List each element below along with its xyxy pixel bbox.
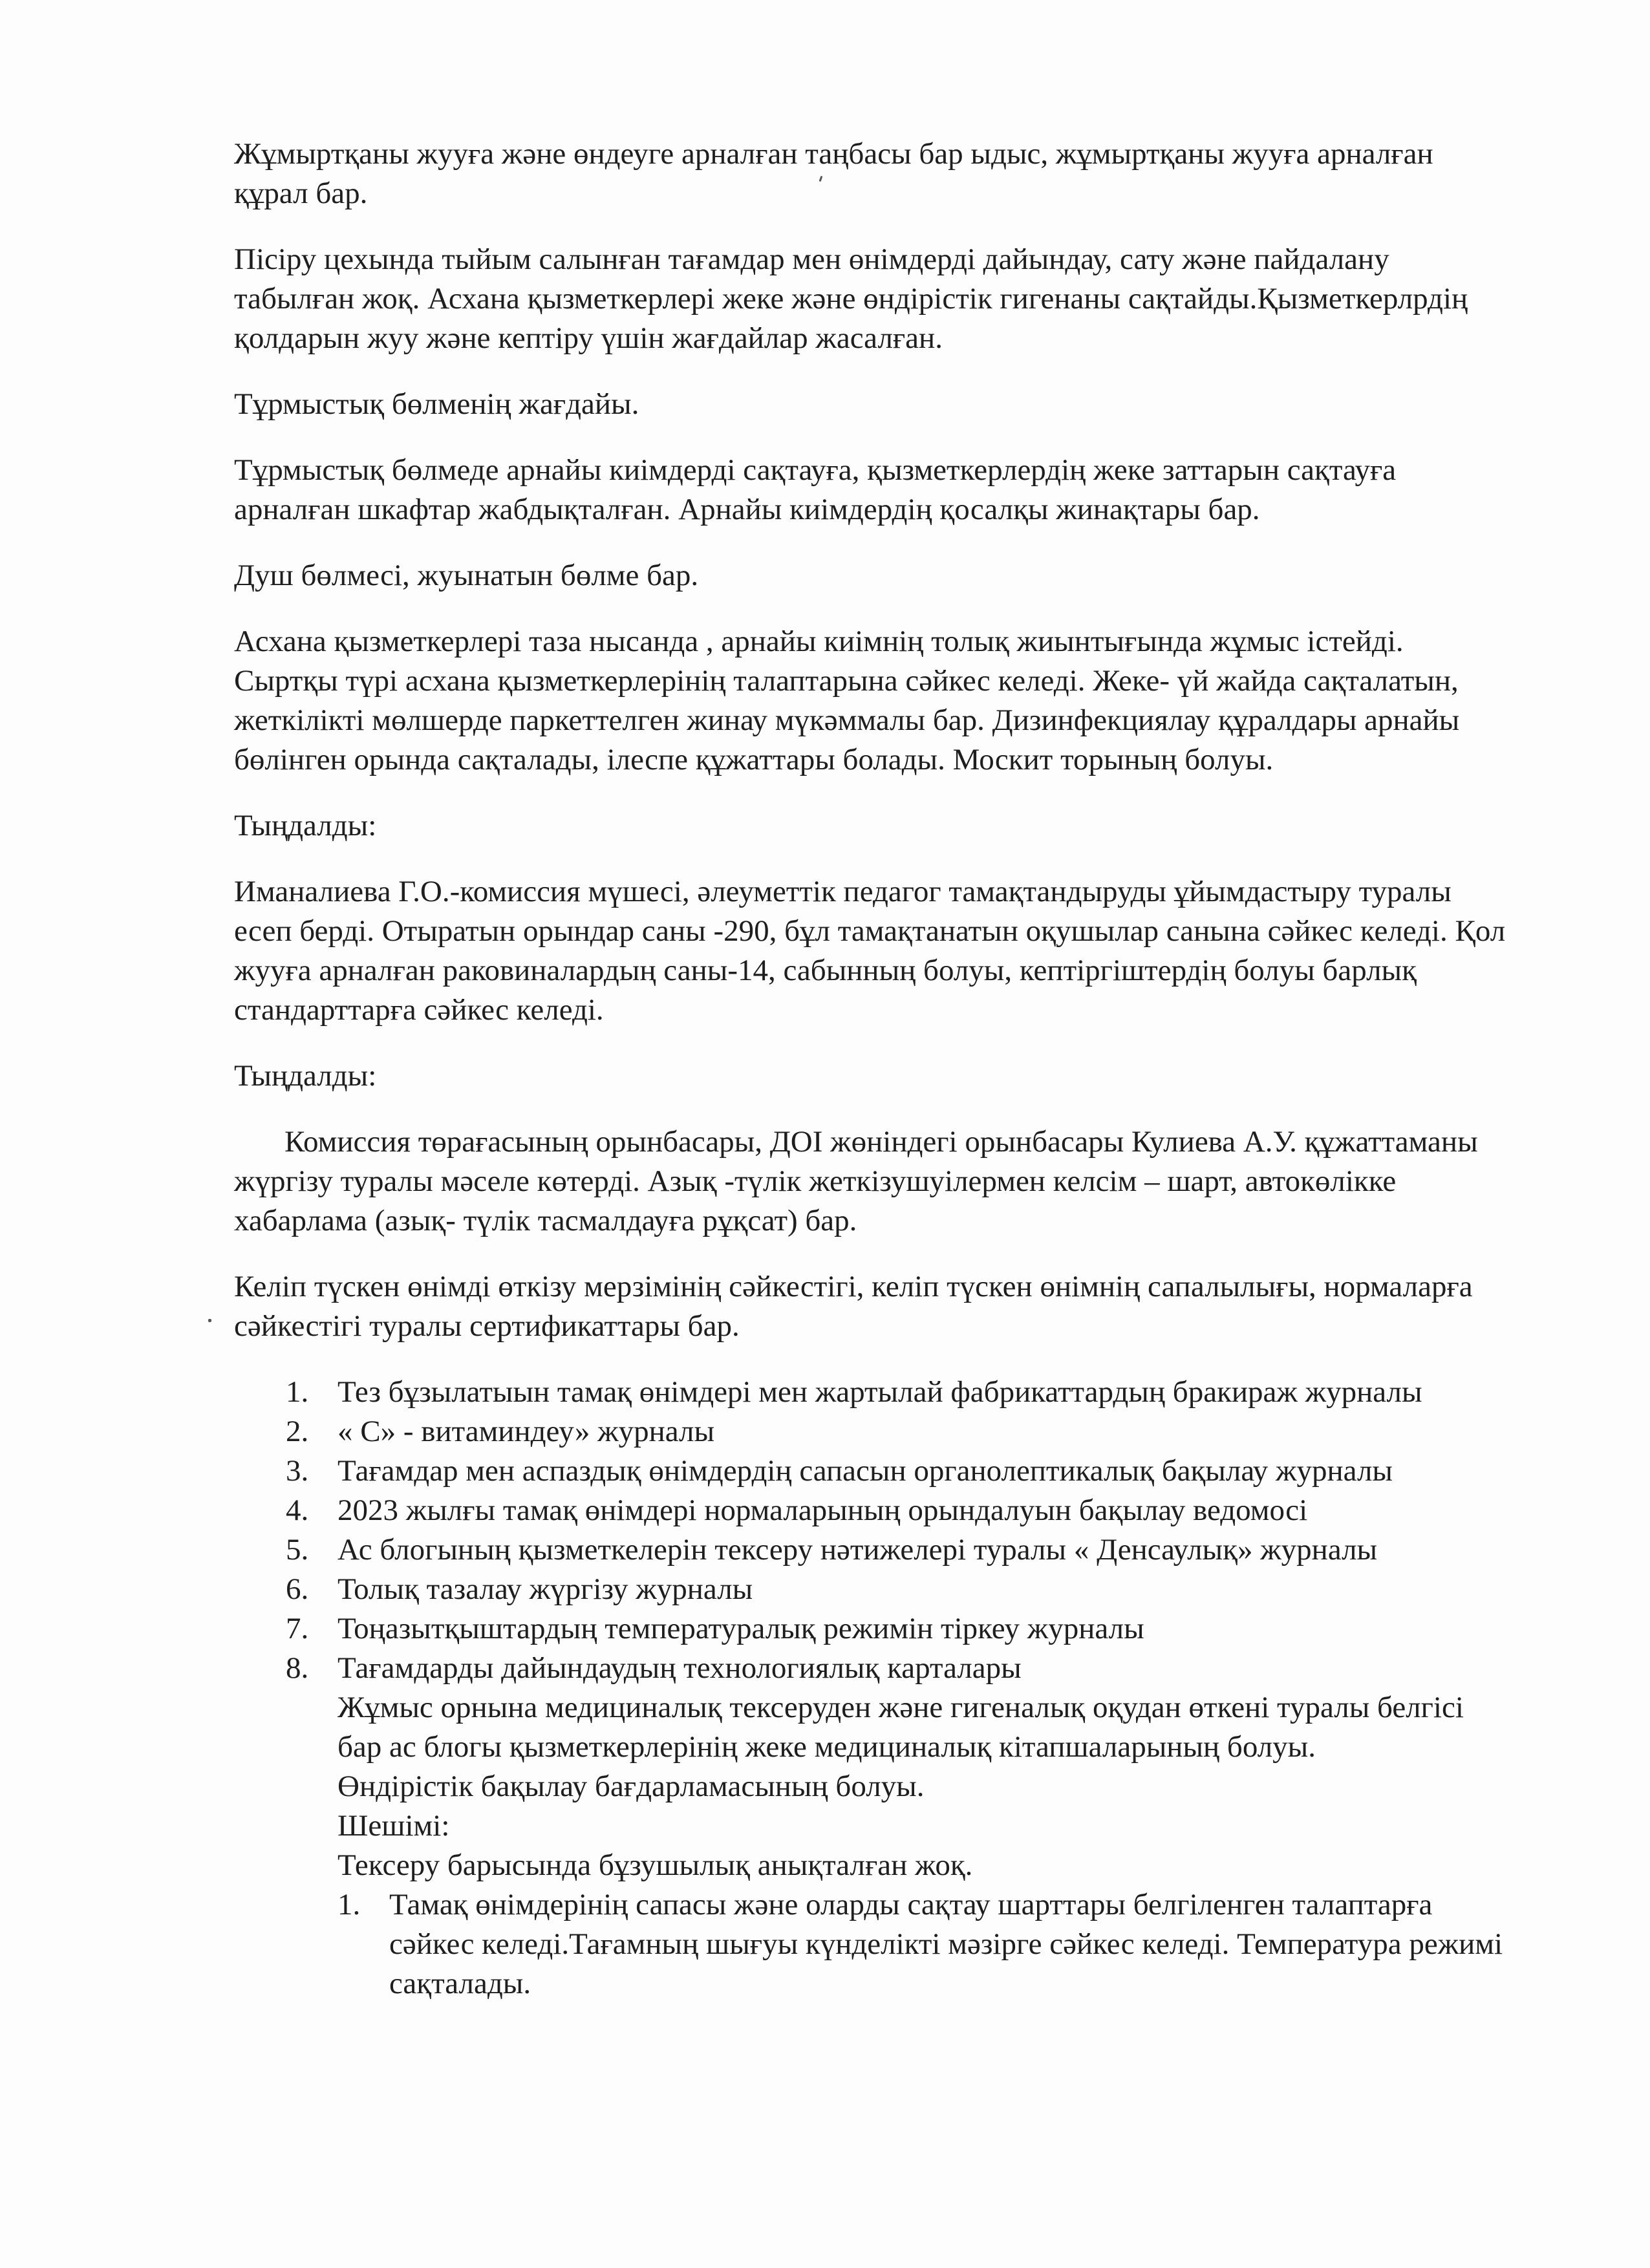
list-item (234, 1649, 1514, 1688)
paragraph-medical-books: Жұмыс орнына медициналық тексеруден және гигеналық оқудан өткені туралы белгісі бар ас блогы қызметкерлерінің жеке медициналық кітапшаларының болуы. (338, 1691, 1464, 1764)
list-item-text: Тағамдарды дайындаудың технологиялық карталары (338, 1651, 1022, 1685)
list-item (234, 1885, 1514, 2004)
list-item-number: 8. (286, 1651, 309, 1685)
journal-list (234, 1373, 1514, 1688)
list-item (234, 1412, 1514, 1451)
paragraph-certificates: Келіп түскен өнімді өткізу мерзімінің сәйкестігі, келіп түскен өнімнің сапалылығы, нормаларға сәйкестігі туралы сертификаттары бар. (234, 1270, 1473, 1343)
list-item-text: Толық тазалау жүргізу журналы (338, 1572, 753, 1606)
decision-list (234, 1885, 1514, 2004)
paragraph-utility-room-title: Тұрмыстық бөлменің жағдайы. (234, 387, 639, 421)
after-list-block (234, 1688, 1514, 1885)
decision-label: Шешімі: (338, 1809, 450, 1843)
list-item-number: 7. (286, 1612, 309, 1645)
list-item (234, 1609, 1514, 1649)
heading-heard-1: Тыңдалды: (234, 809, 377, 842)
list-item-number: 1. (338, 1888, 361, 1921)
list-item-text: Ас блогының қызметкелерін тексеру нәтижелері туралы « Денсаулық» журналы (338, 1533, 1378, 1567)
paragraph-utility-room: Тұрмыстық бөлмеде арнайы киімдерді сақтауға, қызметкерлердің жеке заттарын сақтауға арналған шкафтар жабдықталған. Арнайы киімдердің қосалқы жинақтары бар. (234, 453, 1397, 526)
list-item (234, 1451, 1514, 1491)
list-item-number: 3. (286, 1454, 309, 1488)
paragraph-imanalieva-report: Иманалиева Г.О.-комиссия мүшесі, әлеуметтік педагог тамақтандыруды ұйымдастыру туралы есеп берді. Отыратын орындар саны -290, бұл тамақтанатын оқушылар санына сәйкес келеді. Қол жууға арналған раковиналардың саны-14, сабынның болуы, кептіргіштердің болуы барлық стандарттарға сәйкес келеді. (234, 875, 1506, 1027)
paragraph-shower-room: Душ бөлмесі, жуынатын бөлме бар. (234, 559, 699, 592)
list-item-number: 4. (286, 1493, 309, 1527)
list-item (234, 1373, 1514, 1412)
paragraph-production-control: Өндірістік бақылау бағдарламасының болуы. (338, 1770, 925, 1803)
list-item-text: Тамақ өнімдерінің сапасы және оларды сақтау шарттары белгіленген талаптарға сәйкес келеді.Тағамның шығуы күнделікті мәзірге сәйкес келеді. Температура режимі сақталады. (389, 1888, 1503, 2000)
list-item (234, 1491, 1514, 1530)
decision-summary: Тексеру барысында бұзушылық анықталған жоқ. (338, 1848, 973, 1882)
list-item-number: 1. (286, 1375, 309, 1409)
document-body (234, 134, 1514, 2004)
paragraph-cooking-workshop: Пісіру цехында тыйым салынған тағамдар мен өнімдерді дайындау, сату және пайдалану табылған жоқ. Асхана қызметкерлері жеке және өндірістік гигенаны сақтайды.Қызметкерлрдің қолдарын жуу және кептіру үшін жағдайлар жасалған. (234, 242, 1468, 355)
list-item (234, 1570, 1514, 1609)
list-item-text: Тағамдар мен аспаздық өнімдердің сапасын органолептикалық бақылау журналы (338, 1454, 1393, 1488)
list-item-number: 5. (286, 1533, 309, 1567)
heading-heard-2: Тыңдалды: (234, 1059, 377, 1093)
list-item-text: Тоңазытқыштардың температуралық режимін тіркеу журналы (338, 1612, 1144, 1645)
list-item (234, 1530, 1514, 1570)
paragraph-canteen-staff: Асхана қызметкерлері таза нысанда , арнайы киімнің толық жиынтығында жұмыс істейді. Сыртқы түрі асхана қызметкерлерінің талаптарына сәйкес келеді. Жеке- үй жайда сақталатын, жеткілікті мөлшерде паркеттелген жинау мүкәммалы бар. Дизинфекциялау құралдары арнайы бөлінген орында сақталады, ілеспе құжаттары болады. Москит торының болуы. (234, 625, 1460, 776)
list-item-number: 2. (286, 1415, 309, 1448)
list-item-text: Тез бұзылатыын тамақ өнімдері мен жартылай фабрикаттардың бракираж журналы (338, 1375, 1422, 1409)
list-item-number: 6. (286, 1572, 309, 1606)
paragraph-kulieva-report: Комиссия төрағасының орынбасары, ДОІ жөніндегі орынбасары Кулиева А.У. құжаттаманы жүргізу туралы мәселе көтерді. Азық -түлік жеткізушуілермен келсім – шарт, автокөлікке хабарлама (азық- түлік тасмалдауға рұқсат) бар. (234, 1125, 1478, 1237)
list-item-text: 2023 жылғы тамақ өнімдері нормаларының орындалуын бақылау ведомосі (338, 1493, 1308, 1527)
list-item-text: « С» - витаминдеу» журналы (338, 1415, 715, 1448)
paragraph-egg-washing: Жұмыртқаны жууға және өндеуге арналған таңбасы бар ыдыс, жұмыртқаны жууға арналған құрал бар. (234, 137, 1433, 210)
scan-speck (208, 1319, 211, 1322)
